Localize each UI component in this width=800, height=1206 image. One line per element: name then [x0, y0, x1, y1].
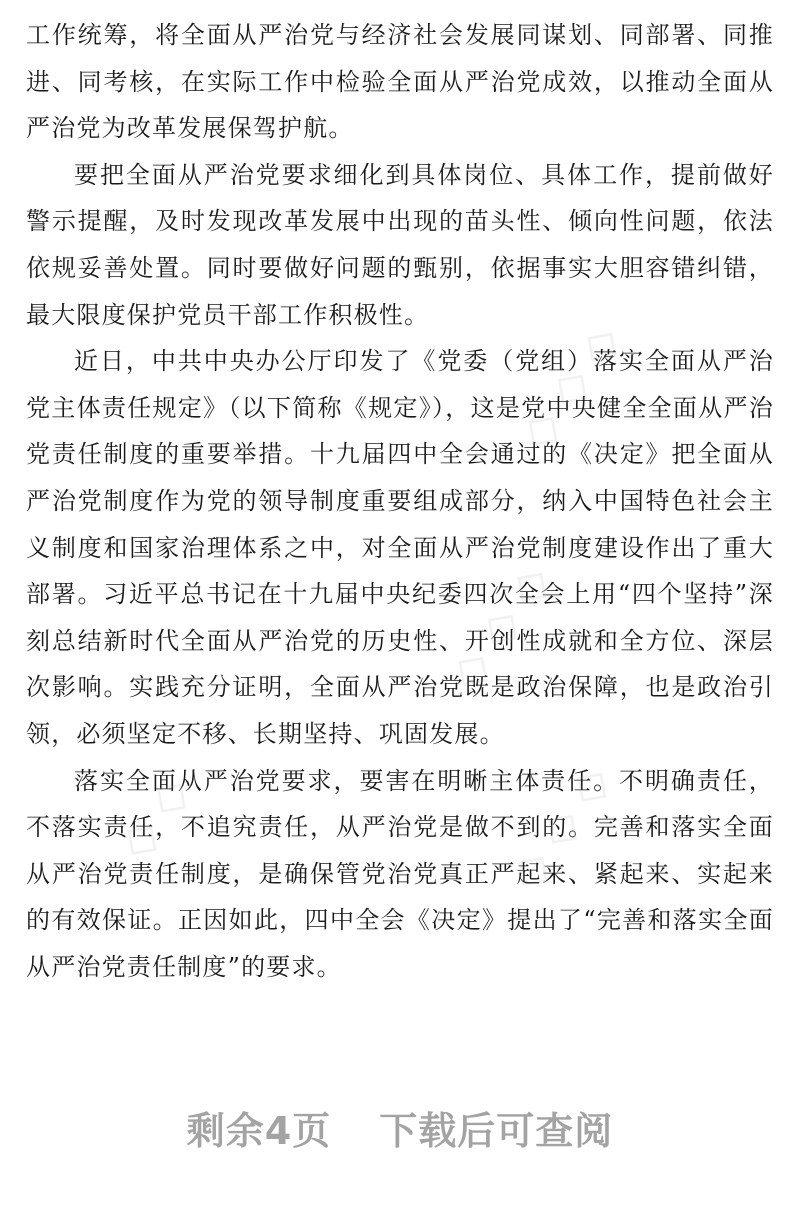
watermark-icon: ◇ ◇ ◇ — [497, 754, 621, 900]
remaining-pages-label: 剩余4页 — [186, 1109, 332, 1153]
watermark-icon: ◇ ◇ ◇ — [507, 314, 631, 460]
download-banner[interactable] — [0, 1100, 800, 1155]
download-hint-label[interactable]: 下载后可查阅 — [379, 1109, 614, 1153]
paragraph: 要把全面从严治党要求细化到具体岗位、具体工作，提前做好警示提醒，及时发现改革发展中出现的苗头性、倾向性问题，依法依规妥善处置。同时要做好问题的甄别，依据事实大胆容错纠错，最大限度保护党员干部工作积极性。 — [26, 160, 774, 329]
paragraph: 落实全面从严治党要求，要害在明晰主体责任。不明确责任，不落实责任，不追究责任，从严治党是做不到的。完善和落实全面从严治党责任制度，是确保管党治党真正严起来、紧起来、实起来的有效保证。正因如此，四中全会《决定》提出了“完善和落实全面从严治党责任制度”的要求。 — [26, 766, 774, 981]
document-body — [26, 12, 774, 990]
watermark-icon: ◇ ◇ — [106, 765, 201, 869]
paragraph: 近日，中共中央办公厅印发了《党委（党组）落实全面从严治党主体责任规定》（以下简称《规定》），这是党中央健全全面从严治党责任制度的重要举措。十九届四中全会通过的《决定》把全面从严治党制度作为党的领导制度重要组成部分，纳入中国特色社会主义制度和国家治理体系之中，对全面从严治党制度建设作出了重大部署。习近平总书记在十九届中央纪委四次全会上用“四个坚持”深刻总结新时代全面从严治党的历史性、开创性成就和全方位、深层次影响。实践充分证明，全面从严治党既是政治保障，也是政治引领，必须坚定不移、长期坚持、巩固发展。 — [26, 347, 774, 748]
watermark-icon: ◇ ◇ ◇ — [437, 554, 561, 700]
paragraph-continued: 工作统筹，将全面从严治党与经济社会发展同谋划、同部署、同推进、同考核，在实际工作中检验全面从严治党成效，以推动全面从严治党为改革发展保驾护航。 — [26, 21, 774, 143]
